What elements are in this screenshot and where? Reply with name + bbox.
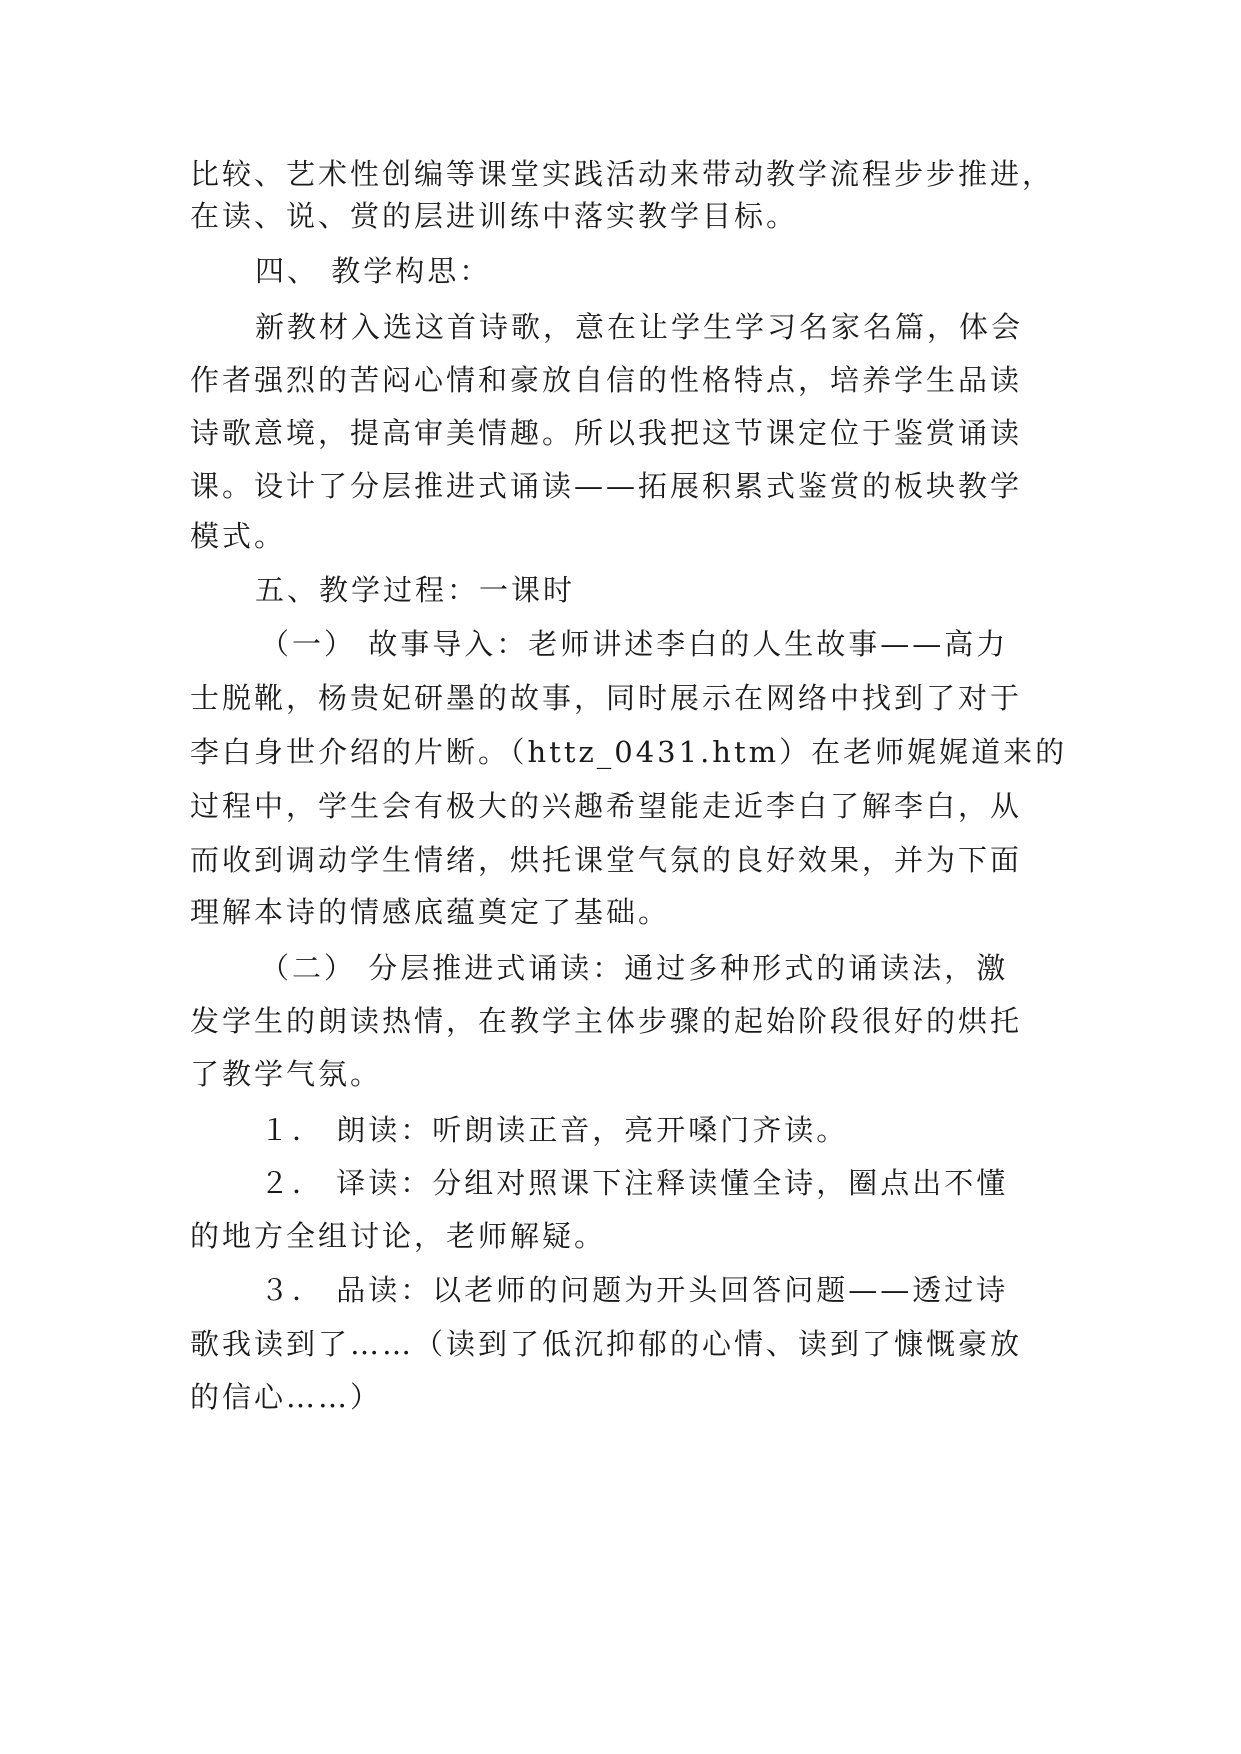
paragraph-line: 过程中，学生会有极大的兴趣希望能走近李白了解李白，从 [190,789,1023,823]
paragraph-line: 的地方全组讨论，老师解疑。 [190,1219,607,1253]
section-heading-5: 五、教学过程：一课时 [255,573,576,607]
paragraph-line: 发学生的朗读热情，在教学主体步骤的起始阶段很好的烘托 [190,1004,1023,1038]
paragraph-line: （二） 分层推进式诵读：通过多种形式的诵读法，激 [260,951,1009,985]
paragraph-line: 新教材入选这首诗歌，意在让学生学习名家名篇，体会 [255,310,1024,344]
paragraph-line: 在读、说、赏的层进训练中落实教学目标。 [190,199,799,233]
paragraph-line: 模式。 [190,519,287,553]
list-item: ２． 译读：分组对照课下注释读懂全诗，圈点出不懂 [260,1166,1009,1200]
paragraph-line: 作者强烈的苦闷心情和豪放自信的性格特点，培养学生品读 [190,363,1023,397]
paragraph-line: 而收到调动学生情绪，烘托课堂气氛的良好效果，并为下面 [190,843,1023,877]
paragraph-line: 了教学气氛。 [190,1057,383,1091]
paragraph-line: （一） 故事导入：老师讲述李白的人生故事——高力 [260,627,1009,661]
section-heading-4: 四、 教学构思： [255,254,492,288]
list-item: ３． 品读：以老师的问题为开头回答问题——透过诗 [260,1273,1009,1307]
paragraph-line: 理解本诗的情感底蕴奠定了基础。 [190,895,671,929]
list-item: １． 朗读：听朗读正音，亮开嗓门齐读。 [260,1113,849,1147]
paragraph-line: 课。设计了分层推进式诵读——拓展积累式鉴赏的板块教学 [190,469,1023,503]
paragraph-line: 诗歌意境，提高审美情趣。所以我把这节课定位于鉴赏诵读 [190,416,1023,450]
paragraph-line: 士脱靴，杨贵妃研墨的故事，同时展示在网络中找到了对于 [190,681,1023,715]
paragraph-line: 李白身世介绍的片断。（httz_0431.htm）在老师娓娓道来的 [190,735,1068,769]
paragraph-line: 的信心……） [190,1380,383,1414]
paragraph-line: 比较、艺术性创编等课堂实践活动来带动教学流程步步推进， [190,157,1055,191]
paragraph-line: 歌我读到了……（读到了低沉抑郁的心情、读到了慷慨豪放 [190,1327,1023,1361]
